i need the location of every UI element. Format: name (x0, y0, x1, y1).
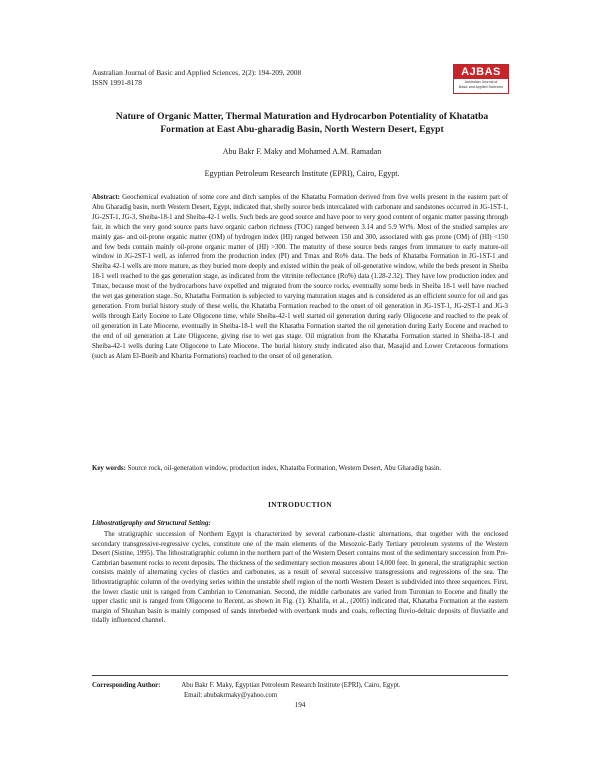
logo-text: AJBAS (454, 65, 508, 79)
corresponding-author-label: Corresponding Author: (92, 682, 161, 689)
email-link[interactable]: Email: abubakrmaky@yahoo.com (184, 691, 278, 699)
abstract (92, 193, 508, 361)
abstract-text: Geochemical evaluation of some core and ditch samples of the Khatatba Formation derived from five wells present in the eastern part of Abu Gharadig basin, north Western Desert, Egypt, indicated that, shelly source beds intercalated with carbonate and sandstones occurred in JG-1ST-1, JG-2ST-1, JG-3, Sheiba-18-1 and Sheiba-42-1 wells. Such beds are good source and have poor to very good content of organic matter passing through fair, in which the very good source parts have organic carbon richness (TOC) ranged between 3.14 and 5.9 Wt%. Most of the studied samples are mainly gas- and oil-prone organic matter (OM) of hydrogen index (HI) ranged between 150 and 300, associated with gas prone (OM) of (HI) <150 and few beds contain mainly oil-prone organic matter of (HI) >300. The maturity of these source beds ranges from immature to early mature-oil window in JG-2ST-1 well, as inferred from the production index (PI) and Tmax and Ro% data. The beds of Khatatba Formation in JG-1ST-1 and Sheiba 42-1 wells are more mature, as they buried more deeply and existed within the peak of oil-generative window, while the beds present in Sheiba 18-1 well reached to the gas generation stage, as indicated from the vitrinite reflectance (Ro%) data (1.28-2.32). They have low production index and Tmax, because most of the hydrocarbons have expelled and migrated from the source rocks, eventually some beds in Sheiba 18-1 well have reached the wet gas generation stage. So, Khatatba Formation is subjected to varying maturation stages and is considered as an efficient source for oil and gas generation. From burial history study of these wells, the Khatatba Formation reached to the onset of oil generation in JG-1ST-1, JG-2ST-1 and JG-3 wells through Early Eocene to Late Oligocene time, while Sheiba-42-1 well started oil generation during early Oligocene and reached to the peak of oil generation in Late Miocene, eventually in Sheiba-18-1 well the Khatatba Formation started the oil generation during Early Eocene and reached to the end of oil generation at Late Oligocene, giving rise to wet gas stage. Oil migration from the Khatatba Formation started in Sheiba-18-1 and Sheiba-42-1 wells during Late Oligocene to Late Miocene. The burial history study indicated also that, Masajid and Lower Cretaceous formations (such as Alam El-Bueib and Kharita Formations) reached to the onset of oil generation. (92, 194, 508, 360)
corresponding-author (92, 681, 401, 700)
keywords-text: Source rock, oil-generation window, production index, Khatatba Formation, Western Desert, Abu Gharadig basin. (127, 465, 442, 472)
keywords (92, 464, 508, 474)
keywords-label: Key words: (92, 465, 126, 472)
footnote-divider (92, 675, 508, 676)
paper-title: Nature of Organic Matter, Thermal Maturation and Hydrocarbon Potentiality of Khatatba Formation at East Abu-gharadig Basin, North Western Desert, Egypt (115, 111, 489, 135)
corresponding-author-text: Abu Bakr F. Maky, Egyptian Petroleum Research Institute (EPRI), Cairo, Egypt. (181, 682, 401, 689)
introduction-paragraph: The stratigraphic succession of Northern Egypt is characterized by several carbonate-clastic alternations, that together with the enclosed secondary transgressive-regressive cycles, constitute one of the main elements of the Mesozoic-Early Tertiary petroleum systems of the Western Desert (Sistine, 1995). The lithostratigraphic column in the northern part of the Western Desert contains most of the sedimentary succession from Pre-Cambrian basement rocks to recent deposits. The thickness of the sedimentary section measures about 14,000 feet. In general, the stratigraphic section consists mainly of alternating cycles of clastics and carbonates, as a result of several successive transgressions and regressions of the sea. The lithostratigraphic column of the overlying series within the unstable shelf region of the north Western Desert is subdivided into three sequences. First, the lower clastic unit is ranged from Cambrian to Cenomanian. Second, the middle carbonates are varied from Turonian to Eocene and finally the upper clastic unit is ranged from Oligocene to Recent, as shown in Fig. (1). Khalifa, et al., (2005) indicated that, Khatatba Formation at the eastern margin of Shushan basin is mainly composed of sands interbeded with overbank muds and coals, reflecting fluvio-deltaic deposits of fluviatile and tidally influenced channel. (92, 531, 508, 625)
journal-citation: Australian Journal of Basic and Applied Sciences, 2(2): 194-209, 2008 (92, 68, 302, 77)
subsection-heading: Lithostratigraphy and Structural Setting: (92, 519, 211, 527)
issn: ISSN 1991-8178 (92, 78, 142, 87)
page-number: 194 (294, 701, 306, 709)
logo-subtitle-line-2: Basic and Applied Sciences (458, 84, 504, 89)
logo-subtitle-line-1: Australian Journal of (464, 80, 498, 84)
journal-info (92, 68, 301, 88)
authors: Abu Bakr F. Maky and Mohamed A.M. Ramadan (222, 147, 382, 156)
journal-logo (453, 64, 509, 94)
logo-subtitle (454, 79, 508, 89)
section-heading-introduction: INTRODUCTION (268, 500, 332, 509)
abstract-label: Abstract: (92, 194, 120, 201)
affiliation: Egyptian Petroleum Research Institute (EPRI), Cairo, Egypt. (204, 169, 400, 178)
